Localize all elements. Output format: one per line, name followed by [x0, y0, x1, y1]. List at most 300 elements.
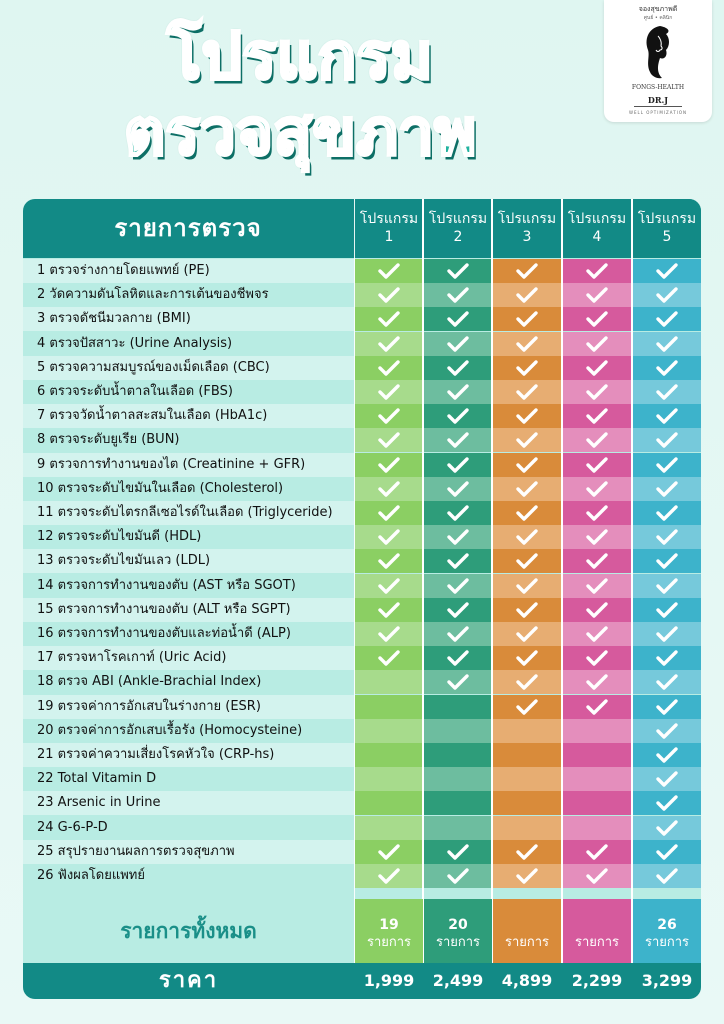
row-label: 15 ตรวจการทำงานของตับ (ALT หรือ SGPT) [23, 598, 354, 622]
checkmark-icon [446, 504, 470, 522]
clinic-logo [604, 0, 712, 122]
checkmark-icon [446, 601, 470, 619]
check-cell [424, 791, 492, 815]
checkmark-icon [377, 262, 401, 280]
check-cell [563, 332, 631, 356]
check-cell [563, 380, 631, 404]
check-cell [493, 864, 561, 888]
row-label: 7 ตรวจวัดน้ำตาลสะสมในเลือด (HbA1c) [23, 404, 354, 428]
checkmark-icon [655, 867, 679, 885]
check-cell [355, 453, 423, 477]
price-cell-1: 1,999 [363, 971, 415, 990]
check-cell [633, 428, 701, 452]
check-cell [355, 598, 423, 622]
check-cell [424, 549, 492, 573]
row-label: 21 ตรวจค่าความเสี่ยงโรคหัวใจ (CRP-hs) [23, 743, 354, 767]
row-label: 25 สรุปรายงานผลการตรวจสุขภาพ [23, 840, 354, 864]
woman-silhouette-icon [640, 24, 676, 80]
check-cell [493, 380, 561, 404]
row-label: 12 ตรวจระดับไขมันดี (HDL) [23, 525, 354, 549]
title-line-1: โปรแกรม [167, 20, 433, 94]
check-cell [424, 646, 492, 670]
program-table [23, 199, 701, 999]
checkmark-icon [585, 698, 609, 716]
check-cell [424, 622, 492, 646]
check-cell [563, 767, 631, 791]
checkmark-icon [585, 504, 609, 522]
checkmark-icon [515, 456, 539, 474]
check-cell [355, 283, 423, 307]
check-cell [493, 453, 561, 477]
checkmark-icon [585, 310, 609, 328]
checkmark-icon [446, 286, 470, 304]
column-divider [561, 199, 563, 999]
checkmark-icon [585, 601, 609, 619]
checkmark-icon [446, 528, 470, 546]
logo-sub-text: ศูนย์ • คลินิก [643, 15, 673, 21]
check-cell [633, 670, 701, 694]
checkmark-icon [655, 746, 679, 764]
check-cell [633, 404, 701, 428]
program-word: โปรแกรม [428, 211, 488, 227]
check-cell [633, 574, 701, 598]
total-cell-3 [493, 899, 561, 963]
row-label: 10 ตรวจระดับไขมันในเลือด (Cholesterol) [23, 477, 354, 501]
checkmark-icon [377, 601, 401, 619]
check-cell [563, 743, 631, 767]
check-cell [493, 259, 561, 283]
check-cell [493, 428, 561, 452]
checkmark-icon [446, 649, 470, 667]
check-cell [424, 428, 492, 452]
checkmark-icon [446, 407, 470, 425]
check-cell [563, 501, 631, 525]
checkmark-icon [446, 480, 470, 498]
check-cell [563, 477, 631, 501]
check-cell [424, 743, 492, 767]
checkmark-icon [377, 407, 401, 425]
check-cell [424, 816, 492, 840]
checkmark-icon [585, 359, 609, 377]
program-column-5 [633, 199, 701, 999]
row-label: 20 ตรวจค่าการอักเสบเรื้อรัง (Homocysteine) [23, 719, 354, 743]
check-cell [424, 719, 492, 743]
check-cell [633, 307, 701, 331]
program-number: 2 [453, 229, 463, 245]
price-cell-3: 4,899 [501, 971, 553, 990]
check-cell [633, 356, 701, 380]
check-cell [424, 404, 492, 428]
price-cell-2: 2,499 [432, 971, 484, 990]
check-cell [355, 719, 423, 743]
row-label: 9 ตรวจการทำงานของไต (Creatinine + GFR) [23, 453, 354, 477]
check-cell [633, 598, 701, 622]
check-cell [633, 622, 701, 646]
checkmark-icon [377, 552, 401, 570]
checkmark-icon [446, 577, 470, 595]
check-cell [493, 670, 561, 694]
total-count: 19 [379, 917, 399, 933]
check-cell [493, 477, 561, 501]
total-count: 26 [657, 917, 677, 933]
program-number: 3 [522, 229, 532, 245]
check-cell [493, 767, 561, 791]
check-cell [424, 380, 492, 404]
checkmark-icon [655, 262, 679, 280]
check-cell [633, 864, 701, 888]
row-label: 22 Total Vitamin D [23, 767, 354, 791]
label-divider [354, 199, 355, 999]
check-cell [563, 404, 631, 428]
checkmark-icon [377, 649, 401, 667]
check-cell [563, 840, 631, 864]
check-cell [493, 356, 561, 380]
checkmark-icon [655, 552, 679, 570]
checkmark-icon [515, 407, 539, 425]
row-label: 18 ตรวจ ABI (Ankle-Brachial Index) [23, 670, 354, 694]
header-label: รายการตรวจ [114, 214, 262, 242]
row-label: 5 ตรวจความสมบูรณ์ของเม็ดเลือด (CBC) [23, 356, 354, 380]
checkmark-icon [655, 359, 679, 377]
check-cell [493, 598, 561, 622]
check-cell [355, 622, 423, 646]
row-label: 11 ตรวจระดับไตรกลีเซอไรด์ในเลือด (Triglyceride) [23, 501, 354, 525]
check-cell [355, 574, 423, 598]
check-cell [424, 864, 492, 888]
logo-tagline: WELL OPTIMIZATION [629, 110, 687, 115]
check-cell [355, 743, 423, 767]
checkmark-icon [377, 431, 401, 449]
check-cell [355, 404, 423, 428]
total-unit: รายการ [504, 935, 550, 950]
check-cell [493, 332, 561, 356]
checkmark-icon [515, 480, 539, 498]
checkmark-icon [515, 286, 539, 304]
checkmark-icon [655, 504, 679, 522]
check-cell [424, 598, 492, 622]
checkmark-icon [655, 310, 679, 328]
row-label: 3 ตรวจดัชนีมวลกาย (BMI) [23, 307, 354, 331]
checkmark-icon [446, 335, 470, 353]
check-cell [633, 380, 701, 404]
row-label: 16 ตรวจการทำงานของตับและท่อน้ำดี (ALP) [23, 622, 354, 646]
checkmark-icon [655, 286, 679, 304]
checkmark-icon [585, 577, 609, 595]
check-cell [563, 646, 631, 670]
checkmark-icon [655, 601, 679, 619]
check-cell [424, 453, 492, 477]
program-word: โปรแกรม [567, 211, 627, 227]
check-cell [355, 477, 423, 501]
check-cell [355, 380, 423, 404]
checkmark-icon [585, 843, 609, 861]
check-cell [424, 767, 492, 791]
checkmark-icon [377, 504, 401, 522]
check-cell [633, 816, 701, 840]
check-cell [563, 307, 631, 331]
check-cell [563, 525, 631, 549]
check-cell [563, 695, 631, 719]
total-cell-1 [355, 899, 423, 963]
checkmark-icon [585, 262, 609, 280]
checkmark-icon [377, 843, 401, 861]
total-unit: รายการ [574, 935, 620, 950]
check-cell [424, 307, 492, 331]
check-cell [633, 840, 701, 864]
check-cell [633, 501, 701, 525]
check-cell [355, 670, 423, 694]
checkmark-icon [515, 359, 539, 377]
total-count [493, 916, 561, 934]
check-cell [355, 646, 423, 670]
check-cell [355, 501, 423, 525]
check-cell [633, 791, 701, 815]
total-unit: รายการ [366, 935, 412, 950]
check-cell [633, 283, 701, 307]
row-label: 19 ตรวจค่าการอักเสบในร่างกาย (ESR) [23, 695, 354, 719]
row-label: 24 G-6-P-D [23, 816, 354, 840]
checkmark-icon [515, 601, 539, 619]
checkmark-icon [655, 407, 679, 425]
logo-top-text: จองสุขภาพดี [638, 5, 678, 13]
check-cell [493, 574, 561, 598]
checkmark-icon [377, 528, 401, 546]
checkmark-icon [585, 480, 609, 498]
check-cell [563, 574, 631, 598]
checkmark-icon [515, 431, 539, 449]
check-cell [633, 453, 701, 477]
check-cell [355, 864, 423, 888]
check-cell [424, 525, 492, 549]
checkmark-icon [585, 335, 609, 353]
check-cell [633, 549, 701, 573]
checkmark-icon [585, 673, 609, 691]
logo-brand: FONGS-HEALTH [631, 84, 685, 91]
check-cell [493, 501, 561, 525]
total-count [563, 916, 631, 934]
check-cell [563, 670, 631, 694]
check-cell [633, 743, 701, 767]
check-cell [563, 719, 631, 743]
checkmark-icon [515, 335, 539, 353]
total-cell-2 [424, 899, 492, 963]
checkmark-icon [515, 504, 539, 522]
check-cell [493, 840, 561, 864]
check-cell [493, 307, 561, 331]
row-label: 14 ตรวจการทำงานของตับ (AST หรือ SGOT) [23, 574, 354, 598]
row-label: 23 Arsenic in Urine [23, 791, 354, 815]
checkmark-icon [446, 456, 470, 474]
program-number: 5 [662, 229, 672, 245]
check-cell [355, 840, 423, 864]
checkmark-icon [585, 456, 609, 474]
check-cell [355, 259, 423, 283]
check-cell [493, 743, 561, 767]
program-column-3 [493, 199, 561, 999]
checkmark-icon [446, 625, 470, 643]
check-cell [424, 259, 492, 283]
check-cell [355, 307, 423, 331]
checkmark-icon [515, 698, 539, 716]
price-cell-5: 3,299 [641, 971, 693, 990]
total-cell-4 [563, 899, 631, 963]
row-label: 17 ตรวจหาโรคเกาท์ (Uric Acid) [23, 646, 354, 670]
check-cell [493, 622, 561, 646]
program-word: โปรแกรม [637, 211, 697, 227]
program-word: โปรแกรม [497, 211, 557, 227]
check-cell [493, 283, 561, 307]
checkmark-icon [377, 867, 401, 885]
checkmark-icon [515, 625, 539, 643]
checkmark-icon [655, 335, 679, 353]
check-cell [563, 816, 631, 840]
checkmark-icon [655, 577, 679, 595]
checkmark-icon [446, 552, 470, 570]
checkmark-icon [585, 528, 609, 546]
checkmark-icon [446, 431, 470, 449]
check-cell [424, 670, 492, 694]
check-cell [563, 428, 631, 452]
check-cell [424, 501, 492, 525]
check-cell [355, 356, 423, 380]
check-cell [493, 646, 561, 670]
price-label: ราคา [158, 968, 219, 993]
total-unit: รายการ [435, 935, 481, 950]
check-cell [493, 525, 561, 549]
check-cell [355, 816, 423, 840]
checkmark-icon [655, 673, 679, 691]
checkmark-icon [585, 649, 609, 667]
check-cell [355, 332, 423, 356]
checkmark-icon [585, 431, 609, 449]
program-header [633, 199, 701, 258]
total-cell-5 [633, 899, 701, 963]
check-cell [633, 332, 701, 356]
checkmark-icon [655, 625, 679, 643]
checkmark-icon [655, 698, 679, 716]
program-header [355, 199, 423, 258]
check-cell [493, 404, 561, 428]
checkmark-icon [377, 286, 401, 304]
checkmark-icon [377, 625, 401, 643]
check-cell [633, 646, 701, 670]
check-cell [424, 332, 492, 356]
checkmark-icon [446, 867, 470, 885]
check-cell [563, 791, 631, 815]
check-cell [493, 549, 561, 573]
checkmark-icon [655, 431, 679, 449]
checkmark-icon [585, 625, 609, 643]
checkmark-icon [377, 383, 401, 401]
checkmark-icon [515, 383, 539, 401]
checkmark-icon [515, 262, 539, 280]
checkmark-icon [377, 335, 401, 353]
checkmark-icon [377, 310, 401, 328]
check-cell [424, 840, 492, 864]
total-unit: รายการ [644, 935, 690, 950]
checkmark-icon [585, 867, 609, 885]
row-label: 8 ตรวจระดับยูเรีย (BUN) [23, 428, 354, 452]
logo-doctor: DR.J [647, 95, 669, 105]
check-cell [563, 453, 631, 477]
checkmark-icon [585, 552, 609, 570]
checkmark-icon [655, 456, 679, 474]
checkmark-icon [585, 383, 609, 401]
program-column-2 [424, 199, 492, 999]
check-cell [355, 791, 423, 815]
row-label: 6 ตรวจระดับน้ำตาลในเลือด (FBS) [23, 380, 354, 404]
check-cell [633, 259, 701, 283]
checkmark-icon [655, 819, 679, 837]
check-cell [424, 574, 492, 598]
checkmark-icon [377, 577, 401, 595]
checkmark-icon [515, 528, 539, 546]
check-cell [633, 767, 701, 791]
checkmark-icon [377, 359, 401, 377]
check-cell [424, 695, 492, 719]
check-cell [355, 525, 423, 549]
row-label: 4 ตรวจปัสสาวะ (Urine Analysis) [23, 332, 354, 356]
program-header [563, 199, 631, 258]
total-count: 20 [448, 917, 468, 933]
checkmark-icon [655, 722, 679, 740]
checkmark-icon [515, 673, 539, 691]
checkmark-icon [655, 480, 679, 498]
checkmark-icon [446, 843, 470, 861]
check-cell [633, 477, 701, 501]
check-cell [563, 598, 631, 622]
checkmark-icon [655, 383, 679, 401]
checkmark-icon [655, 528, 679, 546]
checkmark-icon [377, 456, 401, 474]
price-cell-4: 2,299 [571, 971, 623, 990]
check-cell [424, 356, 492, 380]
check-cell [633, 719, 701, 743]
checkmark-icon [446, 673, 470, 691]
program-column-1 [355, 199, 423, 999]
checkmark-icon [515, 552, 539, 570]
row-label: 26 ฟังผลโดยแพทย์ [23, 864, 354, 888]
check-cell [355, 428, 423, 452]
program-header [424, 199, 492, 258]
checkmark-icon [446, 359, 470, 377]
check-cell [563, 622, 631, 646]
row-label: 2 วัดความดันโลหิตและการเต้นของชีพจร [23, 283, 354, 307]
checkmark-icon [446, 383, 470, 401]
checkmark-icon [515, 649, 539, 667]
check-cell [493, 719, 561, 743]
check-cell [355, 767, 423, 791]
check-cell [355, 695, 423, 719]
program-header [493, 199, 561, 258]
logo-divider [634, 106, 682, 107]
check-cell [424, 283, 492, 307]
program-number: 1 [384, 229, 394, 245]
check-cell [493, 695, 561, 719]
check-cell [563, 549, 631, 573]
check-cell [355, 549, 423, 573]
checkmark-icon [585, 286, 609, 304]
checkmark-icon [655, 770, 679, 788]
column-divider [422, 199, 424, 999]
program-word: โปรแกรม [359, 211, 419, 227]
program-column-4 [563, 199, 631, 999]
column-divider [631, 199, 633, 999]
check-cell [493, 816, 561, 840]
title-line-2: ตรวจสุขภาพ [123, 96, 477, 170]
check-cell [633, 695, 701, 719]
checkmark-icon [515, 577, 539, 595]
